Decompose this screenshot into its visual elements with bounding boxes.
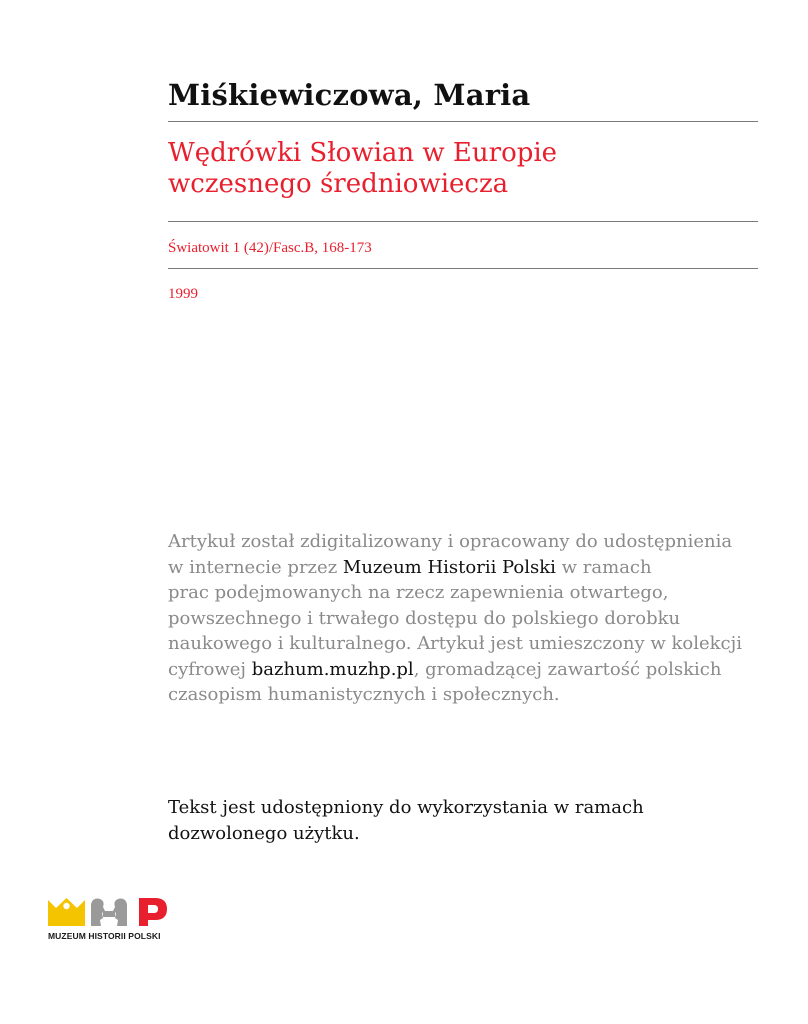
divider-top	[168, 121, 758, 122]
notice-line	[168, 657, 748, 683]
notice-text: w ramach	[555, 556, 652, 578]
notice-line: prac podejmowanych na rzecz zapewnienia otwartego,	[168, 582, 669, 603]
title-line-2: wczesnego średniowiecza	[168, 169, 509, 199]
bazhum-link[interactable]: bazhum.muzhp.pl	[251, 658, 414, 680]
source-citation: Światowit 1 (42)/Fasc.B, 168-173	[168, 240, 372, 256]
museum-logo	[47, 894, 172, 944]
p-letter	[139, 898, 167, 926]
usage-line: dozwolonego użytku.	[168, 822, 360, 844]
crown-dot	[63, 903, 69, 909]
logo-text: MUZEUM HISTORII POLSKI	[48, 931, 161, 941]
notice-line: naukowego i kulturalnego. Artykuł jest umieszczony w kolekcji	[168, 633, 742, 654]
usage-line: Tekst jest udostępniony do wykorzystania w ramach	[168, 797, 644, 818]
h-bar	[103, 911, 115, 917]
notice-line: powszechnego i trwałego dostępu do polskiego dorobku	[168, 607, 681, 629]
digitization-notice	[168, 529, 748, 708]
author-name: Miśkiewiczowa, Maria	[168, 78, 531, 112]
divider-bottom	[168, 268, 758, 269]
crown-shape	[48, 898, 85, 926]
notice-line: Artykuł został zdigitalizowany i opracowany do udostępnienia	[168, 531, 733, 552]
notice-text: , gromadzącej zawartość polskich	[413, 658, 722, 680]
divider-middle	[168, 221, 758, 222]
notice-line: czasopism humanistycznych i społecznych.	[168, 684, 560, 705]
notice-text: cyfrowej	[168, 658, 252, 680]
usage-notice	[168, 795, 728, 846]
mhp-logo-icon	[47, 894, 172, 930]
publication-year: 1999	[168, 286, 198, 302]
title-line-1: Wędrówki Słowian w Europie	[168, 138, 558, 168]
notice-line	[168, 555, 748, 581]
museum-link[interactable]: Muzeum Historii Polski	[342, 556, 556, 578]
face-right	[113, 899, 127, 926]
face-left	[91, 899, 105, 926]
article-title	[168, 138, 557, 200]
notice-text: w internecie przez	[168, 556, 343, 578]
